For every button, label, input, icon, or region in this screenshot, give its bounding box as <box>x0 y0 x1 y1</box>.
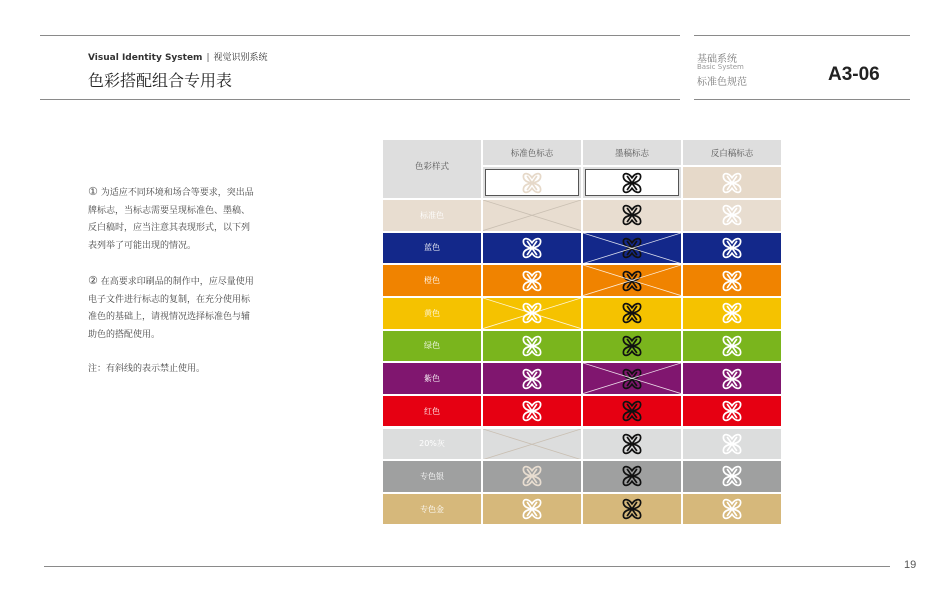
brand-logo-icon <box>719 268 745 294</box>
logo-cell <box>483 363 581 394</box>
side-top-rule <box>694 35 910 36</box>
brand-logo-icon <box>719 235 745 261</box>
prohibited-cross-icon <box>483 298 581 329</box>
page-code: A3-06 <box>828 64 880 85</box>
brand-logo-icon <box>619 333 645 359</box>
notes <box>88 183 258 396</box>
column-header: 反白稿标志 <box>683 140 781 165</box>
brand-logo-icon <box>519 463 545 489</box>
brand-logo-icon <box>619 496 645 522</box>
brand-logo-icon <box>519 268 545 294</box>
brand-logo-icon <box>719 496 745 522</box>
brand-logo-icon <box>619 170 645 196</box>
logo-cell <box>483 265 581 296</box>
logo-cell <box>683 363 781 394</box>
section-name: 标准色规范 <box>697 77 747 88</box>
prohibited-cross-icon <box>583 363 681 394</box>
logo-cell <box>483 429 581 460</box>
logo-cell <box>483 494 581 525</box>
logo-cell <box>583 265 681 296</box>
brand-logo-icon <box>519 366 545 392</box>
brand-logo-icon <box>619 398 645 424</box>
color-row-label: 蓝色 <box>383 233 481 264</box>
color-row-label: 红色 <box>383 396 481 427</box>
note-1 <box>88 183 258 255</box>
logo-cell <box>483 331 581 362</box>
logo-cell <box>683 265 781 296</box>
brand-logo-icon <box>719 431 745 457</box>
note-3 <box>88 361 258 379</box>
logo-cell <box>683 298 781 329</box>
brand-logo-icon <box>519 170 545 196</box>
brand-logo-icon <box>719 463 745 489</box>
page-title: 色彩搭配组合专用表 <box>88 71 233 90</box>
logo-cell <box>683 429 781 460</box>
brand-logo-icon <box>619 202 645 228</box>
brand-logo-icon <box>719 398 745 424</box>
system-name-en: Basic System <box>697 63 744 71</box>
side-bottom-rule <box>694 99 910 100</box>
logo-cell <box>483 298 581 329</box>
brand-cn: 视觉识别系统 <box>213 53 268 63</box>
logo-cell <box>683 200 781 231</box>
logo-cell <box>583 494 681 525</box>
page-number: 19 <box>904 559 917 571</box>
logo-cell <box>683 461 781 492</box>
logo-cell <box>483 233 581 264</box>
color-row-label: 黄色 <box>383 298 481 329</box>
brand-logo-icon <box>719 170 745 196</box>
column-header: 墨稿标志 <box>583 140 681 165</box>
color-row-label: 紫色 <box>383 363 481 394</box>
logo-cell <box>583 331 681 362</box>
sample-cell <box>483 167 581 198</box>
header-subtitle <box>88 50 268 63</box>
brand-logo-icon <box>519 398 545 424</box>
logo-cell <box>483 200 581 231</box>
header-bottom-rule <box>40 99 680 100</box>
logo-cell <box>583 233 681 264</box>
note-2-number: ② <box>88 274 98 287</box>
color-row-label: 专色金 <box>383 494 481 525</box>
sample-cell <box>683 167 781 198</box>
logo-cell <box>683 494 781 525</box>
brand-logo-icon <box>519 235 545 261</box>
brand-en: Visual Identity System <box>88 53 203 63</box>
color-row-label: 标准色 <box>383 200 481 231</box>
brand-logo-icon <box>719 366 745 392</box>
brand-logo-icon <box>719 202 745 228</box>
logo-cell <box>583 363 681 394</box>
logo-cell <box>583 298 681 329</box>
brand-logo-icon <box>719 333 745 359</box>
sample-frame <box>485 169 579 196</box>
note-1-number: ① <box>88 185 98 198</box>
logo-cell <box>583 429 681 460</box>
brand-logo-icon <box>519 496 545 522</box>
logo-cell <box>583 461 681 492</box>
prohibited-cross-icon <box>483 429 581 460</box>
header-separator: | <box>206 53 210 63</box>
logo-cell <box>583 396 681 427</box>
header-top-rule <box>40 35 680 36</box>
brand-logo-icon <box>619 300 645 326</box>
note-3-text: 注：有斜线的表示禁止使用。 <box>88 364 206 374</box>
sample-cell <box>583 167 681 198</box>
color-row-label: 专色银 <box>383 461 481 492</box>
footer-rule <box>44 566 890 567</box>
logo-cell <box>683 331 781 362</box>
note-2-text: 在高要求印刷品的制作中，应尽量使用电子文件进行标志的复制，在充分使用标准色的基础上，请视情况选择标准色与辅助色的搭配使用。 <box>88 277 254 340</box>
sample-frame <box>585 169 679 196</box>
logo-cell <box>683 396 781 427</box>
system-name-cn: 基础系统 <box>697 54 737 65</box>
logo-cell <box>483 396 581 427</box>
brand-logo-icon <box>619 431 645 457</box>
brand-logo-icon <box>619 463 645 489</box>
color-row-label: 绿色 <box>383 331 481 362</box>
color-row-label: 20%灰 <box>383 429 481 460</box>
logo-cell <box>583 200 681 231</box>
prohibited-cross-icon <box>483 200 581 231</box>
brand-logo-icon <box>519 333 545 359</box>
logo-cell <box>683 233 781 264</box>
logo-cell <box>483 461 581 492</box>
prohibited-cross-icon <box>583 233 681 264</box>
prohibited-cross-icon <box>583 265 681 296</box>
column-header: 标准色标志 <box>483 140 581 165</box>
brand-logo-icon <box>719 300 745 326</box>
note-1-text: 为适应不同环境和场合等要求，突出品牌标志，当标志需要呈现标准色、墨稿、反白稿时，应当注意其表现形式，以下列表列举了可能出现的情况。 <box>88 188 254 251</box>
row-header-label: 色彩样式 <box>383 140 481 198</box>
note-2 <box>88 272 258 344</box>
color-row-label: 橙色 <box>383 265 481 296</box>
